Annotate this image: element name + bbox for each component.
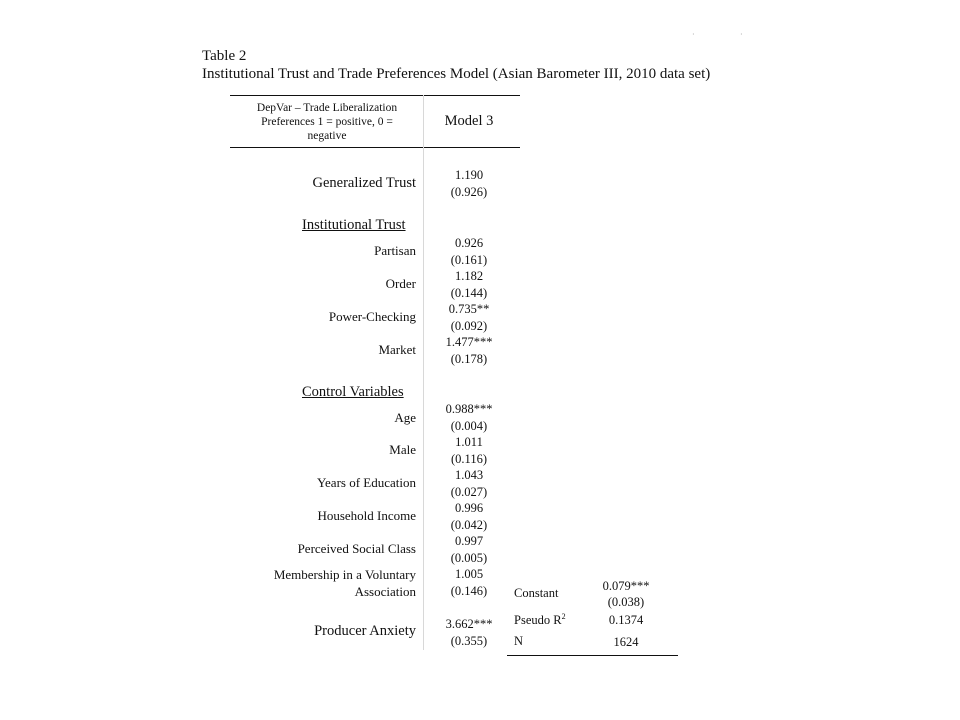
- row-label-market: Market: [378, 342, 416, 357]
- row-label-voluntary-association: [156, 566, 416, 600]
- coef-household-income: [424, 500, 514, 533]
- table-caption: Table 2: [202, 48, 247, 64]
- header-bottom-rule: [230, 147, 520, 148]
- pseudo-r2-text: Pseudo R: [514, 613, 562, 628]
- coef-male: [424, 434, 514, 467]
- row-label-generalized-trust: Generalized Trust: [312, 175, 416, 191]
- standard-error: (0.042): [450, 517, 488, 532]
- coef-years-of-education: [424, 467, 514, 500]
- stats-bottom-rule: [507, 655, 678, 656]
- stat-label-pseudo-r2: [514, 612, 566, 628]
- standard-error: (0.092): [450, 318, 488, 333]
- row-label-household-income: Household Income: [317, 508, 416, 523]
- coefficient: 0.079***: [602, 579, 650, 593]
- coefficient: 3.662***: [445, 617, 493, 631]
- row-label-age: Age: [394, 410, 416, 425]
- coef-age: [424, 401, 514, 434]
- row-label-order: Order: [385, 276, 416, 291]
- standard-error: (0.144): [450, 285, 488, 300]
- coefficient: 1.043: [454, 468, 484, 482]
- coef-partisan: [424, 235, 514, 268]
- section-institutional-trust: Institutional Trust: [302, 217, 406, 233]
- standard-error: (0.005): [450, 550, 488, 565]
- coef-order: [424, 268, 514, 301]
- coefficient: 1.190: [454, 168, 484, 182]
- coefficient: 1.477***: [445, 335, 493, 349]
- coef-market: [424, 334, 514, 367]
- standard-error: (0.926): [450, 184, 488, 199]
- standard-error: (0.355): [450, 633, 488, 648]
- standard-error: (0.146): [450, 583, 488, 598]
- coef-generalized-trust: [424, 167, 514, 200]
- depvar-header-line: negative: [307, 130, 347, 142]
- standard-error: (0.116): [451, 451, 487, 466]
- row-label-producer-anxiety: Producer Anxiety: [314, 623, 416, 639]
- coefficient: 1.182: [454, 269, 484, 283]
- depvar-header-line: Preferences 1 = positive, 0 =: [261, 116, 393, 128]
- coefficient: 0.735**: [448, 302, 490, 316]
- scan-mark: ·: [692, 30, 695, 39]
- scan-mark: ·: [740, 30, 743, 39]
- coef-voluntary-association: [424, 566, 514, 599]
- stat-value-pseudo-r2: 0.1374: [608, 613, 644, 627]
- stat-value-n: 1624: [613, 635, 639, 649]
- standard-error: (0.161): [450, 252, 488, 267]
- standard-error: (0.038): [607, 595, 645, 609]
- coefficient: 1.011: [455, 435, 483, 449]
- standard-error: (0.178): [450, 351, 488, 366]
- row-label-partisan: Partisan: [374, 243, 416, 258]
- standard-error: (0.004): [450, 418, 488, 433]
- stat-value-constant: [580, 578, 672, 610]
- standard-error: (0.027): [450, 484, 488, 499]
- model-header: Model 3: [444, 113, 494, 129]
- stat-label-n: N: [514, 634, 524, 648]
- coef-power-checking: [424, 301, 514, 334]
- row-label-line: Membership in a Voluntary: [273, 567, 416, 582]
- coefficient: 0.996: [454, 501, 484, 515]
- table-title: Institutional Trust and Trade Preferences Model (Asian Barometer III, 2010 data set): [202, 66, 711, 82]
- coef-perceived-social-class: [424, 533, 514, 566]
- coef-producer-anxiety: [424, 616, 514, 649]
- stat-label-constant: Constant: [514, 586, 559, 600]
- coefficient: 0.997: [454, 534, 484, 548]
- row-label-power-checking: Power-Checking: [328, 309, 416, 324]
- row-label-years-of-education: Years of Education: [316, 475, 416, 490]
- coefficient: 0.988***: [445, 402, 493, 416]
- row-label-line: Association: [354, 584, 416, 599]
- header-top-rule: [230, 95, 520, 96]
- row-label-perceived-social-class: Perceived Social Class: [297, 541, 416, 556]
- coefficient: 1.005: [454, 567, 484, 581]
- section-control-variables: Control Variables: [302, 384, 404, 400]
- coefficient: 0.926: [454, 236, 484, 250]
- depvar-header: [232, 101, 422, 143]
- row-label-male: Male: [389, 442, 416, 457]
- pseudo-r2-superscript: 2: [561, 612, 566, 621]
- depvar-header-line: DepVar – Trade Liberalization: [256, 102, 398, 114]
